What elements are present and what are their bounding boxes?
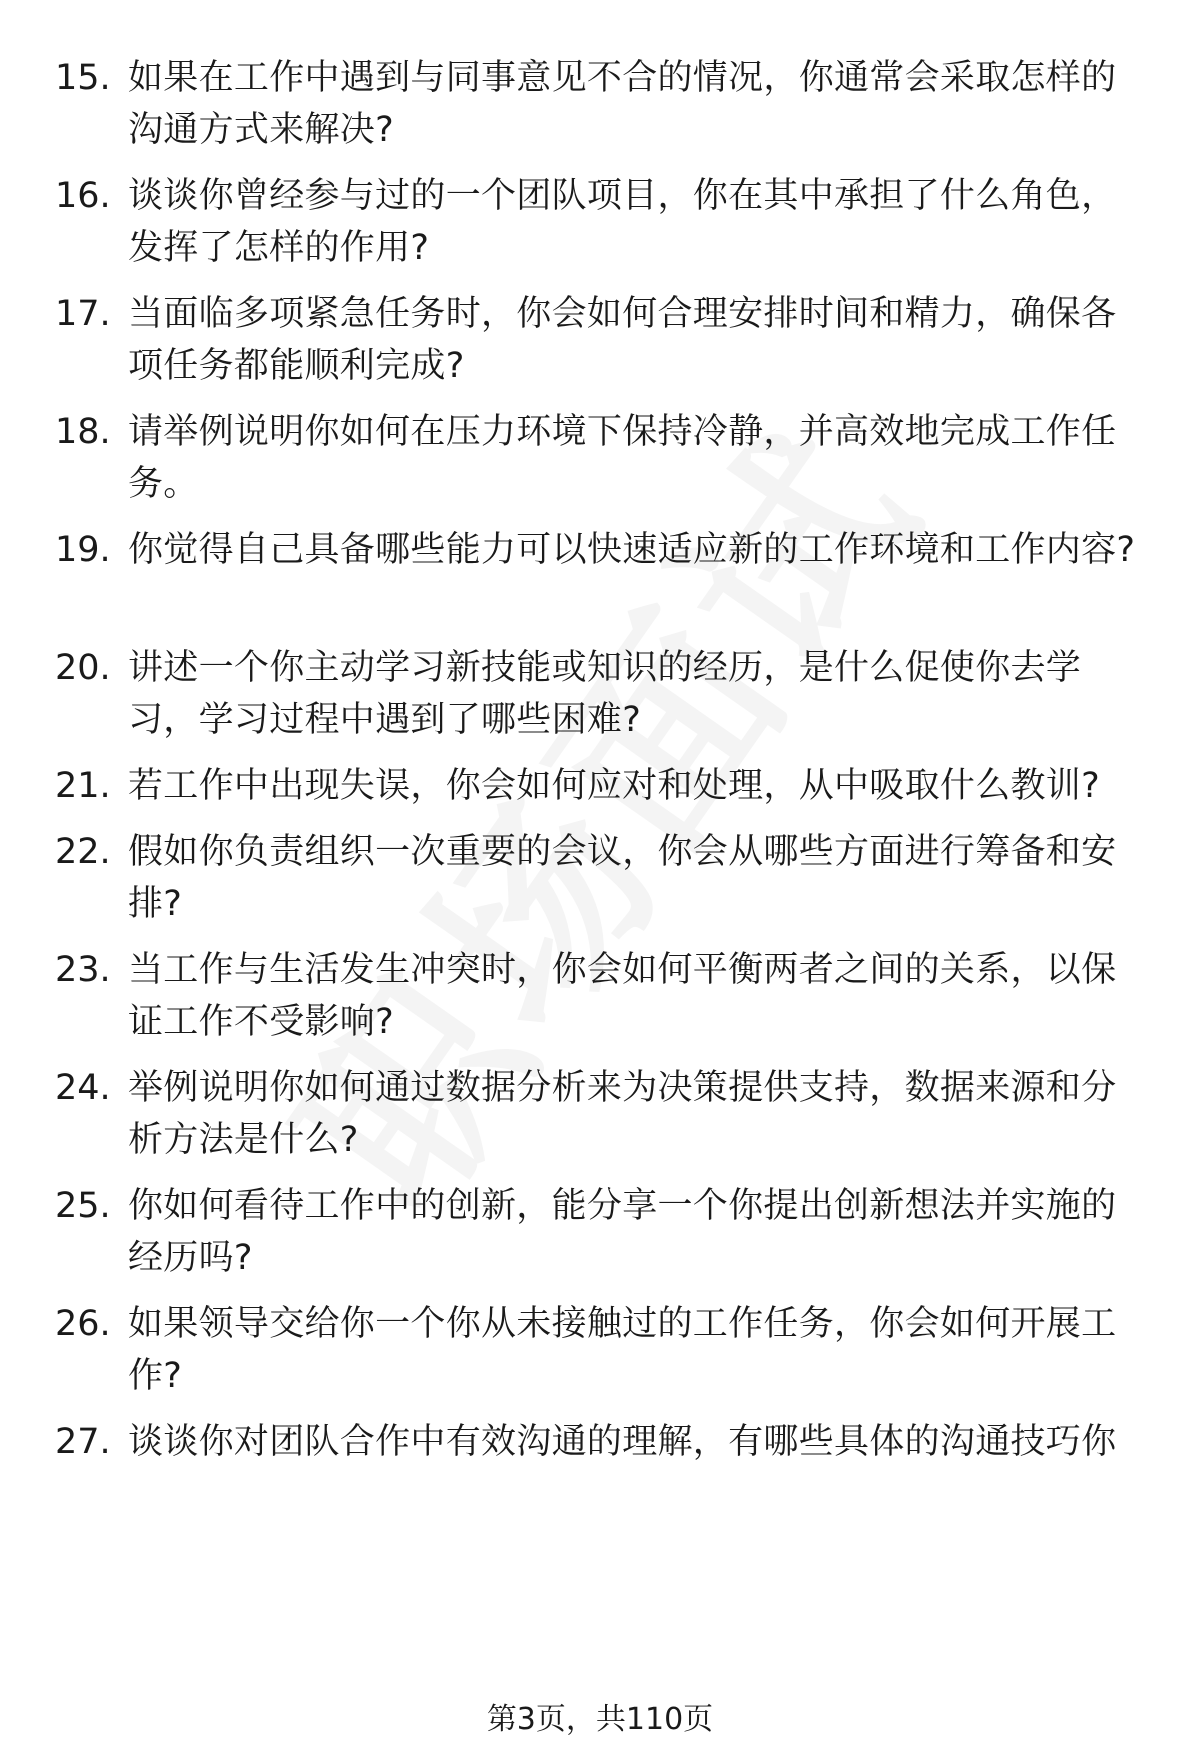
question-number: 22. [55,832,111,872]
question-text: 你如何看待工作中的创新，能分享一个你提出创新想法并实施的经历吗? [128,1186,1117,1278]
question-text: 请举例说明你如何在压力环境下保持冷静，并高效地完成工作任务。 [128,412,1117,504]
question-text: 当面临多项紧急任务时，你会如何合理安排时间和精力，确保各项任务都能顺利完成? [128,294,1117,386]
question-number: 23. [55,950,111,990]
question-text: 如果在工作中遇到与同事意见不合的情况，你通常会采取怎样的沟通方式来解决? [128,58,1117,150]
question-number: 17. [55,294,111,334]
question-number: 25. [55,1186,111,1226]
question-number: 15. [55,58,111,98]
question-number: 27. [55,1422,111,1462]
question-text: 举例说明你如何通过数据分析来为决策提供支持，数据来源和分析方法是什么? [128,1068,1117,1160]
question-text: 假如你负责组织一次重要的会议，你会从哪些方面进行筹备和安排? [128,832,1117,924]
question-text: 如果领导交给你一个你从未接触过的工作任务，你会如何开展工作? [128,1304,1117,1396]
question-text: 当工作与生活发生冲突时，你会如何平衡两者之间的关系，以保证工作不受影响? [128,950,1117,1042]
question-text: 谈谈你对团队合作中有效沟通的理解，有哪些具体的沟通技巧你 [128,1422,1117,1462]
question-number: 24. [55,1068,111,1108]
question-text: 谈谈你曾经参与过的一个团队项目，你在其中承担了什么角色，发挥了怎样的作用? [128,176,1117,268]
question-number: 26. [55,1304,111,1344]
question-number: 19. [55,530,111,570]
question-number: 20. [55,648,111,688]
question-text: 若工作中出现失误，你会如何应对和处理，从中吸取什么教训? [128,766,1100,806]
question-text: 讲述一个你主动学习新技能或知识的经历，是什么促使你去学习，学习过程中遇到了哪些困难? [128,648,1082,740]
question-number: 18. [55,412,111,452]
question-number: 16. [55,176,111,216]
question-text: 你觉得自己具备哪些能力可以快速适应新的工作环境和工作内容? [128,530,1136,570]
page-footer: 第3页，共110页 [486,1702,714,1737]
question-number: 21. [55,766,111,806]
